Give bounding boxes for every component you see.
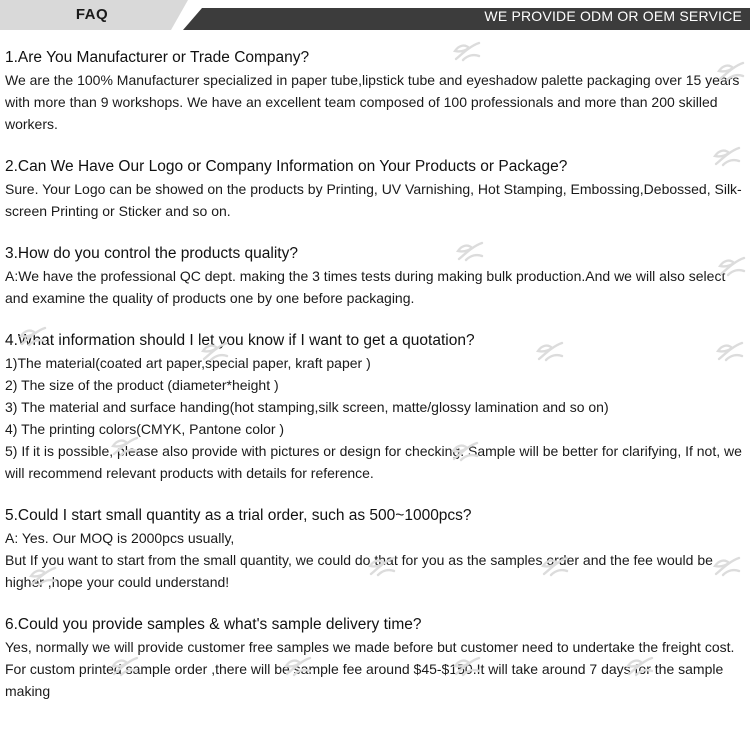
answer-line: But If you want to start from the small quantity, we could do that for you as the samples order and the fee would be higher ,hope your could understand! (5, 552, 713, 590)
question: 6.Could you provide samples & what's sample delivery time? (5, 616, 422, 633)
answer-line: 3) The material and surface handing(hot stamping,silk screen, matte/glossy lamination and so on) (5, 399, 609, 415)
answer-line: 4) The printing colors(CMYK, Pantone color ) (5, 421, 285, 437)
question: 1.Are You Manufacturer or Trade Company? (5, 49, 310, 66)
answer-line: A: Yes. Our MOQ is 2000pcs usually, (5, 530, 235, 546)
answer-line: A:We have the professional QC dept. making the 3 times tests during making bulk production.And we will also select and examine the quality of products one by one before packaging. (5, 268, 726, 306)
answer-line: We are the 100% Manufacturer specialized in paper tube,lipstick tube and eyeshadow palette packaging over 15 years with more than 9 workshops. We have an excellent team composed of 100 professionals and more than 200 skilled workers. (5, 72, 740, 132)
faq-item-2 (5, 156, 747, 222)
faq-content (5, 47, 747, 723)
answer-line: Yes, normally we will provide customer free samples we made before but customer need to undertake the freight cost. (5, 639, 735, 655)
answer-line: For custom printed sample order ,there will be sample fee around $45-$150.It will take around 7 days for the sample making (5, 661, 724, 699)
faq-item-6 (5, 614, 747, 702)
service-banner-text: WE PROVIDE ODM OR OEM SERVICE (484, 8, 742, 24)
faq-item-1 (5, 47, 747, 135)
faq-item-5 (5, 505, 747, 593)
faq-item-3 (5, 243, 747, 309)
header-bar (0, 0, 750, 30)
question: 5.Could I start small quantity as a trial order, such as 500~1000pcs? (5, 507, 472, 524)
answer-line: 5) If it is possible, please also provide with pictures or design for checking. Sample will be better for clarifying, If not, we will recommend relevant products with details for reference. (5, 443, 742, 481)
question: 3.How do you control the products quality? (5, 245, 298, 262)
answer-line: Sure. Your Logo can be showed on the products by Printing, UV Varnishing, Hot Stamping, Embossing,Debossed, Silk-screen Printing or Sticker and so on. (5, 181, 742, 219)
faq-tab-label: FAQ (75, 6, 109, 23)
question: 4.What information should I let you know if I want to get a quotation? (5, 332, 475, 349)
faq-item-4 (5, 330, 747, 484)
question: 2.Can We Have Our Logo or Company Information on Your Products or Package? (5, 158, 568, 175)
answer-line: 1)The material(coated art paper,special paper, kraft paper ) (5, 355, 371, 371)
answer-line: 2) The size of the product (diameter*height ) (5, 377, 279, 393)
